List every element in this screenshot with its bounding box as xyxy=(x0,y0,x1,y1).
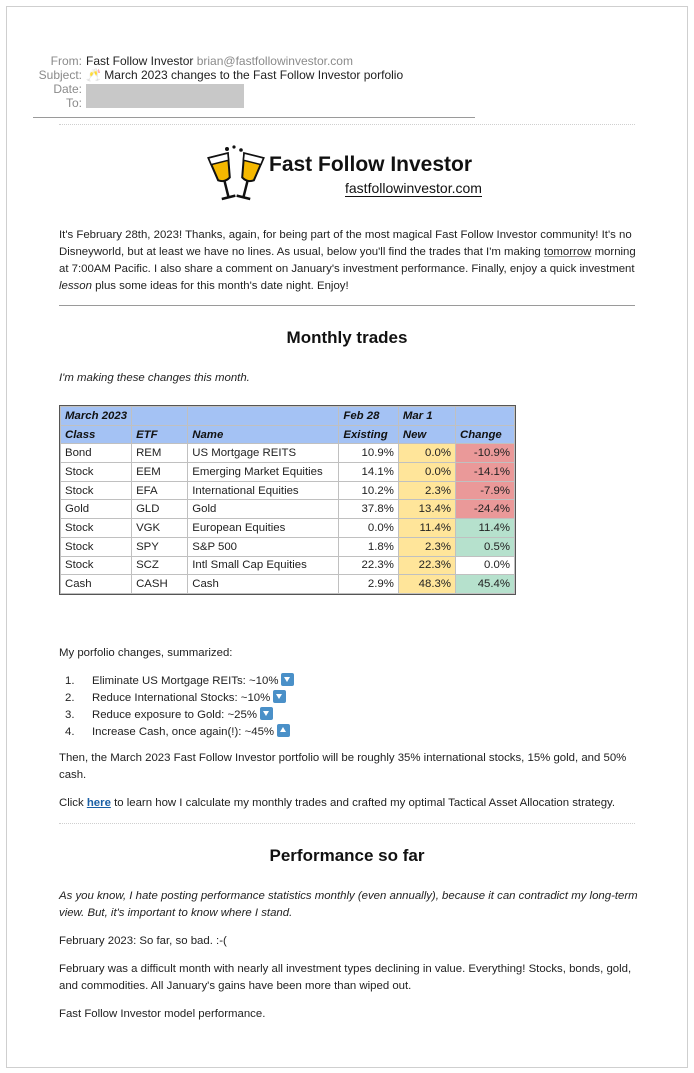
summary-intro: My porfolio changes, summarized: xyxy=(59,647,233,659)
february-paragraph: February was a difficult month with nearly all investment types declining in value. Everything! Stocks, bonds, gold, and commodities. All January's gains have been more than wiped out. xyxy=(59,963,632,992)
table-row xyxy=(61,481,515,500)
table-header-row: March 2023 Feb 28 Mar 1 xyxy=(61,407,515,426)
then-paragraph: Then, the March 2023 Fast Follow Investor portfolio will be roughly 35% international stocks, 15% gold, and 50% cash. xyxy=(59,752,627,781)
redacted-block xyxy=(86,84,244,108)
email-frame: From: Fast Follow Investor brian@fastfollowinvestor.com Subject: 🥂 March 2023 changes to the Fast Follow Investor porfolio Date: To: Fast Follow Investor fastfollowinvestor.com It's February 28th, 2023! Thanks, again, for being part of the most magical Fast Follow Investor community! It's no Disneyworld, but at least we have no lines. As usual, below you'll find the trades that I'm making tomorrow morning at 7:00AM Pacific. I also share a comment on January's investment performance. Finally, enjoy a quick investment lesson plus some ideas for this month's date night. Enjoy! Monthly trades I'm making these changes this month. March 2023 Feb 28 Mar 1 Class ETF Name Existing New Change Bond REM US Mortgage REITS 10.9% 0.0% -10.9% Stock EEM Emerging Market Equities 14.1% 0.0% -14.1% Stock EFA International Equities 10.2% 2.3% -7.9% Gold GLD Gold 37.8% 13.4% -24.4% Stock VGK European Equities 0.0% 11.4% 11.4% Stock SPY S&P 500 1.8% 2.3% 0.5% Stock SCZ Intl Small Cap Equities 22.3% 22.3% 0.0% Cash CASH Cash 2.9% 48.3% 45.4% My porfolio changes, summarized: 1. Eliminate US Mortgage REITs: ~10% 2. Reduce International Stocks: ~10% 3. Reduce exposure to Gold: ~25% 4. Increase Cash, once again(!): ~45% Then, the March 2023 Fast Follow Investor portfolio will be roughly 35% international stocks, 15% gold, and 50% cash. Click here to learn how I calculate my monthly trades and crafted my optimal Tactical Asset Allocation strategy. Performance so far As you know, I hate posting performance statistics monthly (even annually), because it can contradict my long-term view. But, it's important to know where I stand. February 2023: So far, so bad. :-( February was a difficult month with nearly all investment types declining in value. Everything! Stocks, bonds, gold, and commodities. All January's gains have been more than wiped out. Fast Follow Investor model performance. xyxy=(6,6,688,1068)
table-column-header-row: Class ETF Name Existing New Change xyxy=(61,425,515,444)
arrow-up-icon xyxy=(277,724,290,737)
etf-cell: REM xyxy=(132,444,188,463)
name-cell: Gold xyxy=(188,500,339,519)
from-name[interactable]: Fast Follow Investor xyxy=(86,54,194,68)
dotted-divider-2 xyxy=(59,823,635,824)
from-label: From: xyxy=(50,54,82,68)
change-cell: -24.4% xyxy=(455,500,514,519)
to-label: To: xyxy=(65,96,82,110)
existing-cell: 2.9% xyxy=(339,575,398,594)
name-cell: European Equities xyxy=(188,519,339,538)
etf-cell: SPY xyxy=(132,537,188,556)
name-cell: Cash xyxy=(188,575,339,594)
existing-cell: 10.9% xyxy=(339,444,398,463)
logo-title: Fast Follow Investor xyxy=(269,153,473,176)
new-cell: 0.0% xyxy=(398,463,455,482)
date-label: Date: xyxy=(53,82,82,96)
table-row xyxy=(61,519,515,538)
change-cell: 45.4% xyxy=(455,575,514,594)
arrow-down-icon xyxy=(281,673,294,686)
table-row xyxy=(61,575,515,594)
existing-cell: 1.8% xyxy=(339,537,398,556)
name-cell: US Mortgage REITS xyxy=(188,444,339,463)
name-cell: S&P 500 xyxy=(188,537,339,556)
new-cell: 2.3% xyxy=(398,537,455,556)
intro-paragraph: It's February 28th, 2023! Thanks, again, for being part of the most magical Fast Follow Investor community! It's no Disneyworld, but at least we have no lines. As usual, below you'll find the trades that I'm making tomorrow morning at 7:00AM Pacific. I also share a comment on January's investment performance. Finally, enjoy a quick investment lesson plus some ideas for this month's date night. Enjoy! xyxy=(59,229,636,292)
table-row xyxy=(61,537,515,556)
etf-cell: CASH xyxy=(132,575,188,594)
table-row xyxy=(61,463,515,482)
arrow-down-icon xyxy=(260,707,273,720)
logo-site-link[interactable]: fastfollowinvestor.com xyxy=(345,180,482,196)
dotted-divider xyxy=(59,124,635,125)
champagne-icon: 🥂 xyxy=(86,68,101,82)
new-cell: 11.4% xyxy=(398,519,455,538)
change-cell: -10.9% xyxy=(455,444,514,463)
monthly-trades-heading: Monthly trades xyxy=(286,328,408,347)
arrow-down-icon xyxy=(273,690,286,703)
subject-label: Subject: xyxy=(38,68,82,82)
trades-table xyxy=(60,406,515,594)
existing-cell: 14.1% xyxy=(339,463,398,482)
here-link[interactable]: here xyxy=(86,797,111,809)
asset-class-cell: Bond xyxy=(61,444,132,463)
new-cell: 22.3% xyxy=(398,556,455,575)
new-cell: 48.3% xyxy=(398,575,455,594)
asset-class-cell: Gold xyxy=(61,500,132,519)
etf-cell: SCZ xyxy=(132,556,188,575)
etf-cell: EEM xyxy=(132,463,188,482)
existing-cell: 22.3% xyxy=(339,556,398,575)
table-row xyxy=(61,556,515,575)
asset-class-cell: Stock xyxy=(61,519,132,538)
change-cell: -7.9% xyxy=(455,481,514,500)
from-email[interactable]: brian@fastfollowinvestor.com xyxy=(196,54,353,68)
change-cell: 11.4% xyxy=(455,519,514,538)
table-row xyxy=(61,500,515,519)
asset-class-cell: Cash xyxy=(61,575,132,594)
new-cell: 13.4% xyxy=(398,500,455,519)
logo xyxy=(207,145,497,205)
existing-cell: 37.8% xyxy=(339,500,398,519)
section-divider xyxy=(59,305,635,306)
model-performance-text: Fast Follow Investor model performance. xyxy=(59,1008,266,1020)
existing-cell: 0.0% xyxy=(339,519,398,538)
asset-class-cell: Stock xyxy=(61,463,132,482)
click-paragraph: Click here to learn how I calculate my monthly trades and crafted my optimal Tactical Asset Allocation strategy. xyxy=(59,797,616,809)
february-summary: February 2023: So far, so bad. :-( xyxy=(59,935,227,947)
performance-heading: Performance so far xyxy=(269,846,425,865)
change-cell: 0.0% xyxy=(455,556,514,575)
tomorrow-text: tomorrow xyxy=(543,246,592,258)
etf-cell: EFA xyxy=(132,481,188,500)
name-cell: International Equities xyxy=(188,481,339,500)
name-cell: Emerging Market Equities xyxy=(188,463,339,482)
subject-text: March 2023 changes to the Fast Follow Investor porfolio xyxy=(104,68,404,82)
asset-class-cell: Stock xyxy=(61,556,132,575)
trades-note: I'm making these changes this month. xyxy=(59,372,250,384)
champagne-glasses-icon xyxy=(207,145,267,205)
new-cell: 2.3% xyxy=(398,481,455,500)
etf-cell: VGK xyxy=(132,519,188,538)
header-divider xyxy=(33,117,475,118)
change-cell: 0.5% xyxy=(455,537,514,556)
asset-class-cell: Stock xyxy=(61,537,132,556)
name-cell: Intl Small Cap Equities xyxy=(188,556,339,575)
existing-cell: 10.2% xyxy=(339,481,398,500)
change-cell: -14.1% xyxy=(455,463,514,482)
performance-note: As you know, I hate posting performance statistics monthly (even annually), because it can contradict my long-term view. But, it's important to know where I stand. xyxy=(59,890,638,919)
new-cell: 0.0% xyxy=(398,444,455,463)
etf-cell: GLD xyxy=(132,500,188,519)
asset-class-cell: Stock xyxy=(61,481,132,500)
table-row xyxy=(61,444,515,463)
